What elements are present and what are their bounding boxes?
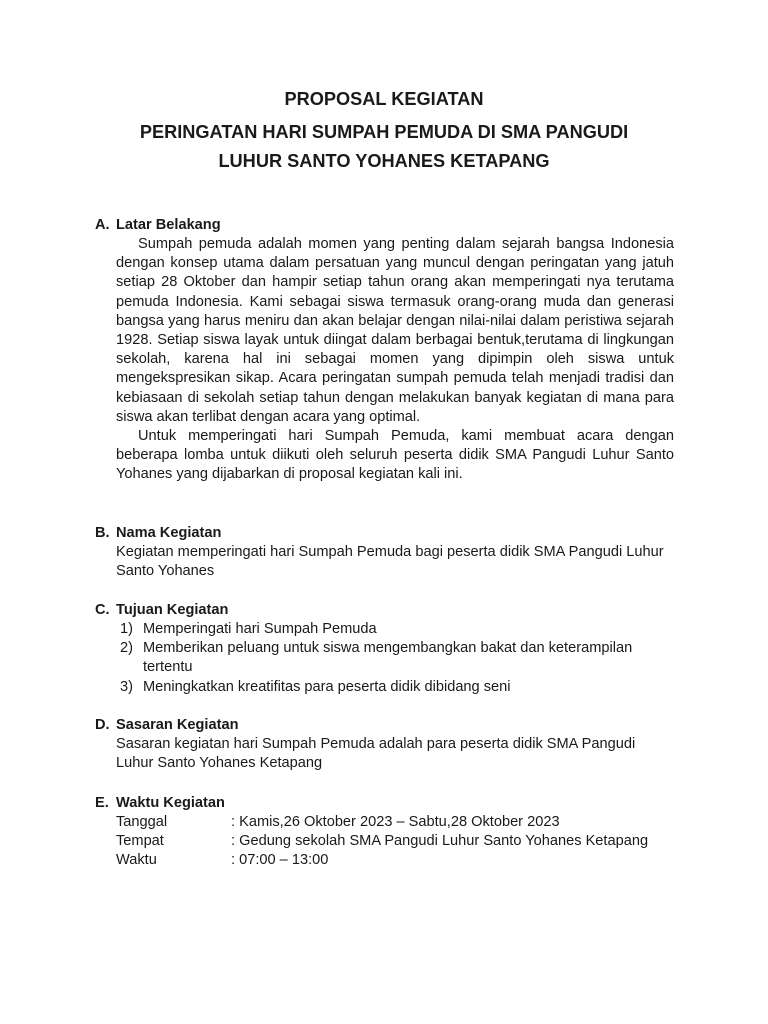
- section-latar-belakang: [95, 216, 675, 485]
- section-title: Sasaran Kegiatan: [116, 717, 239, 733]
- schedule-value: : Kamis,26 Oktober 2023 – Sabtu,28 Oktober 2023: [231, 814, 560, 830]
- section-letter: C.: [95, 602, 110, 618]
- section-tujuan-kegiatan: [95, 601, 675, 697]
- document-subtitle-line-2: LUHUR SANTO YOHANES KETAPANG: [218, 150, 550, 171]
- schedule-row-waktu: [116, 851, 674, 870]
- section-title: Tujuan Kegiatan: [116, 602, 229, 618]
- schedule-value: : Gedung sekolah SMA Pangudi Luhur Santo Yohanes Ketapang: [231, 833, 649, 850]
- section-waktu-kegiatan: [95, 794, 675, 871]
- list-item-number: 1): [120, 621, 133, 637]
- list-item-number: 2): [120, 640, 133, 657]
- list-item: [116, 620, 674, 639]
- paragraph: Sasaran kegiatan hari Sumpah Pemuda adalah para peserta didik SMA Pangudi Luhur Santo Yohanes Ketapang: [116, 736, 636, 772]
- section-title: Latar Belakang: [116, 217, 221, 233]
- list-item-text: Memperingati hari Sumpah Pemuda: [143, 621, 377, 637]
- list-item: [116, 678, 674, 697]
- section-title: Waktu Kegiatan: [116, 795, 225, 811]
- schedule-label: Waktu: [116, 852, 157, 869]
- section-body: [116, 813, 674, 871]
- objectives-list: [116, 620, 674, 697]
- schedule-label: Tempat: [116, 833, 164, 850]
- paragraph: Sumpah pemuda adalah momen yang penting dalam sejarah bangsa Indonesia dengan konsep utama dalam persatuan yang muncul dengan peringatan yang jatuh setiap 28 Oktober dan hampir setiap tahun orang akan memperingati nya terutama pemuda Indonesia. Kami sebagai siswa termasuk orang-orang muda dan generasi bangsa yang harus meniru dan akan belajar dengan nilai-nilai dalam peristiwa sejarah 1928. Setiap siswa layak untuk diingat dalam berbagai bentuk,terutama di lingkungan sekolah, karena hal ini sebagai momen yang dipimpin oleh siswa untuk mengekspresikan sikap. Acara peringatan sumpah pemuda telah menjadi tradisi dan kebiasaan di sekolah setiap tahun dengan melakukan banyak kegiatan di mana para siswa akan terlibat dengan acara yang optimal.: [116, 236, 674, 425]
- schedule-row-tempat: [116, 832, 674, 851]
- list-item-text: Meningkatkan kreatifitas para peserta didik dibidang seni: [143, 678, 511, 695]
- section-body: [116, 735, 674, 773]
- paragraph: Untuk memperingati hari Sumpah Pemuda, kami membuat acara dengan beberapa lomba untuk diikuti oleh seluruh peserta didik SMA Pangudi Luhur Santo Yohanes yang dijabarkan di proposal kegiatan kali ini.: [116, 428, 674, 483]
- section-heading: [95, 216, 675, 235]
- section-nama-kegiatan: [95, 524, 675, 581]
- section-sasaran-kegiatan: [95, 716, 675, 773]
- paragraph: Kegiatan memperingati hari Sumpah Pemuda bagi peserta didik SMA Pangudi Luhur Santo Yohanes: [116, 544, 664, 580]
- section-letter: A.: [95, 217, 110, 233]
- section-title: Nama Kegiatan: [116, 525, 222, 541]
- section-letter: B.: [95, 525, 110, 541]
- section-body: [116, 235, 674, 485]
- section-body: [116, 620, 674, 697]
- section-letter: D.: [95, 717, 110, 733]
- document-subtitle-line-1: PERINGATAN HARI SUMPAH PEMUDA DI SMA PANGUDI: [139, 122, 629, 142]
- schedule-value: : 07:00 – 13:00: [231, 852, 329, 869]
- schedule-row-tanggal: [116, 813, 674, 832]
- section-body: [116, 543, 674, 581]
- section-heading: [95, 601, 675, 620]
- document-subtitle: [0, 118, 768, 175]
- list-item: [116, 639, 674, 677]
- section-heading: [95, 794, 675, 813]
- section-letter: E.: [95, 795, 109, 811]
- section-heading: [95, 524, 675, 543]
- list-item-text: Memberikan peluang untuk siswa mengembangkan bakat dan keterampilan tertentu: [143, 640, 633, 676]
- schedule-label: Tanggal: [116, 814, 168, 830]
- list-item-number: 3): [120, 678, 133, 695]
- document-title: PROPOSAL KEGIATAN: [284, 89, 484, 109]
- section-heading: [95, 716, 675, 735]
